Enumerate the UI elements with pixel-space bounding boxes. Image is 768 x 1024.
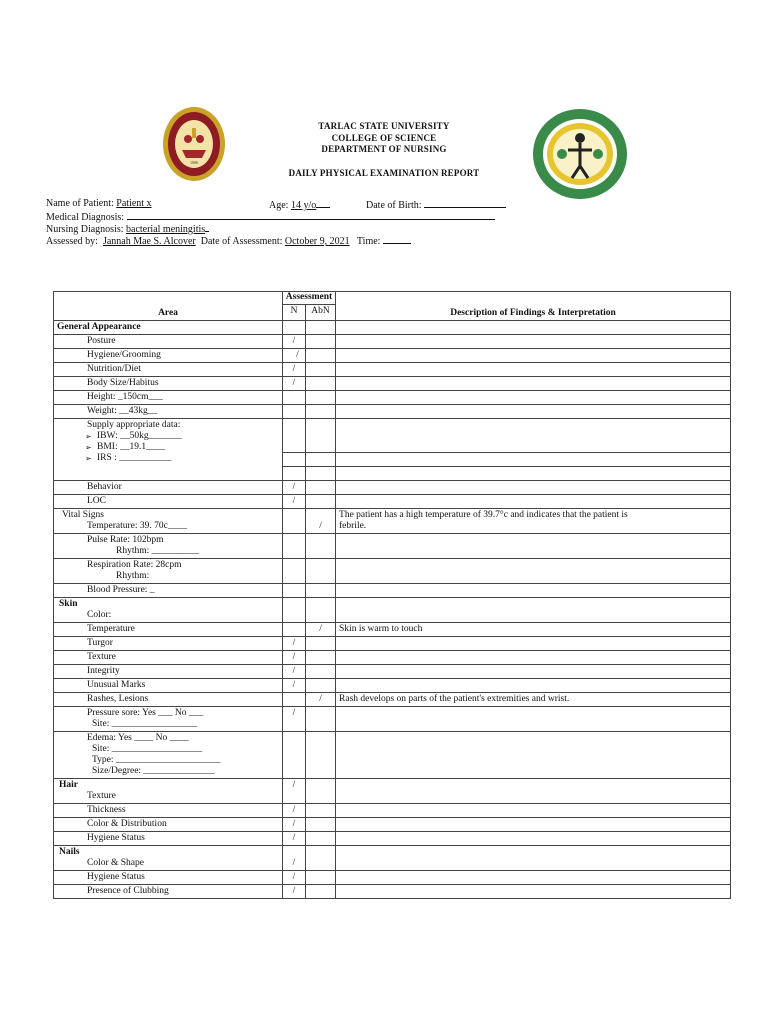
n-mark: / xyxy=(283,335,306,349)
pulse-label: Pulse Rate: 102bpm xyxy=(87,535,164,545)
age-value: 14 y/o xyxy=(290,200,317,211)
table-row xyxy=(54,679,731,693)
vital-signs-cell xyxy=(54,509,283,534)
n-mark: / xyxy=(283,363,306,377)
nursing-dx-value: bacterial meningitis xyxy=(126,224,206,235)
row-label: Rashes, Lesions xyxy=(54,693,283,707)
seal-year: 1906 xyxy=(190,160,198,165)
pressure-sore-cell xyxy=(54,707,283,732)
table-row xyxy=(54,832,731,846)
header-abn: AbN xyxy=(306,305,336,321)
bmi-item: ➢ BMI: __19.1____ xyxy=(87,442,279,453)
abn-mark: / xyxy=(306,693,336,707)
pressure-sore-label: Pressure sore: Yes ___ No ___ xyxy=(87,708,204,718)
n-mark: / xyxy=(283,495,306,509)
section-hair: Hair xyxy=(59,780,78,790)
n-mark: / xyxy=(283,846,306,871)
table-row xyxy=(54,732,731,779)
section-nails: Nails xyxy=(59,847,80,857)
skin-section-cell xyxy=(54,598,283,623)
table-row xyxy=(54,377,731,391)
college-name: COLLEGE OF SCIENCE xyxy=(331,132,437,143)
row-label: Hygiene Status xyxy=(54,871,283,885)
edema-site-label: Site: ___________________ xyxy=(92,744,203,754)
row-label: Presence of Clubbing xyxy=(54,885,283,899)
patient-name-line xyxy=(46,198,152,210)
abn-mark: / xyxy=(306,623,336,637)
row-label: Height: _150cm___ xyxy=(54,391,283,405)
n-mark: / xyxy=(283,871,306,885)
row-label: Integrity xyxy=(54,665,283,679)
table-row xyxy=(54,495,731,509)
edema-label: Edema: Yes ____ No ____ xyxy=(87,733,189,743)
med-dx-label: Medical Diagnosis: xyxy=(46,212,125,223)
n-mark: / xyxy=(283,349,306,363)
time-blank xyxy=(383,234,411,244)
color-label: Color: xyxy=(87,610,112,620)
assessed-value: Jannah Mae S. Alcover xyxy=(102,236,196,247)
n-mark: / xyxy=(283,818,306,832)
report-title: DAILY PHYSICAL EXAMINATION REPORT xyxy=(288,168,480,178)
name-label: Name of Patient: xyxy=(46,198,114,209)
ibw-item: ➢ IBW: __50kg_______ xyxy=(87,431,279,442)
row-label: Turgor xyxy=(54,637,283,651)
table-row xyxy=(54,818,731,832)
nails-section-cell xyxy=(54,846,283,871)
temperature-label: Temperature: 39. 70c____ xyxy=(87,521,187,531)
row-label: Unusual Marks xyxy=(54,679,283,693)
table-row xyxy=(54,559,731,584)
table-row xyxy=(54,584,731,598)
hair-section-cell xyxy=(54,779,283,804)
n-mark: / xyxy=(283,885,306,899)
table-row xyxy=(54,481,731,495)
color-shape-label: Color & Shape xyxy=(87,858,144,868)
date-value: October 9, 2021 xyxy=(284,236,350,247)
table-row xyxy=(54,707,731,732)
table-row xyxy=(54,651,731,665)
n-mark: / xyxy=(283,665,306,679)
table-row xyxy=(54,534,731,559)
header-n: N xyxy=(283,305,306,321)
tsu-seal-logo xyxy=(162,106,226,182)
exam-table xyxy=(53,291,731,899)
name-value: Patient x xyxy=(116,198,152,209)
n-mark: / xyxy=(283,832,306,846)
row-label: Texture xyxy=(54,651,283,665)
n-mark: / xyxy=(283,377,306,391)
irs-item: ➢ IRS : ___________ xyxy=(87,453,279,464)
table-row xyxy=(54,779,731,804)
edema-cell xyxy=(54,732,283,779)
n-mark: / xyxy=(283,707,306,732)
table-row xyxy=(54,637,731,651)
nursing-dx-label: Nursing Diagnosis: xyxy=(46,224,124,235)
table-row xyxy=(54,335,731,349)
table-row xyxy=(54,885,731,899)
table-row xyxy=(54,419,731,453)
table-header-row xyxy=(54,292,731,305)
rhythm-label: Rhythm: xyxy=(116,571,150,581)
row-label: LOC xyxy=(54,495,283,509)
abn-mark: / xyxy=(306,509,336,534)
table-row xyxy=(54,693,731,707)
table-row xyxy=(54,349,731,363)
vital-signs-label: Vital Signs xyxy=(62,510,104,520)
row-label: Color & Distribution xyxy=(54,818,283,832)
respiration-label: Respiration Rate: 28cpm xyxy=(87,560,182,570)
age-label: Age: xyxy=(269,200,289,211)
section-skin: Skin xyxy=(59,599,78,609)
edema-size-label: Size/Degree: _______________ xyxy=(92,766,215,776)
finding-line-1: The patient has a high temperature of 39.7°c and indicates that the patient is xyxy=(339,510,628,520)
finding-line-2: febrile. xyxy=(339,521,367,531)
edema-type-label: Type: ______________________ xyxy=(92,755,221,765)
table-row xyxy=(54,598,731,623)
date-label: Date of Assessment: xyxy=(200,236,283,247)
row-label: Hygiene Status xyxy=(54,832,283,846)
n-mark: / xyxy=(283,804,306,818)
pressure-site-label: Site: __________________ xyxy=(92,719,198,729)
finding-skin-temp: Skin is warm to touch xyxy=(336,623,731,637)
pulse-cell xyxy=(54,534,283,559)
department-name: DEPARTMENT OF NURSING xyxy=(321,144,447,154)
table-row xyxy=(54,871,731,885)
n-mark: / xyxy=(283,779,306,804)
finding-vital-signs xyxy=(336,509,731,534)
med-dx-blank xyxy=(127,210,495,220)
assessment-line xyxy=(46,234,411,248)
table-row xyxy=(54,623,731,637)
row-label: Temperature xyxy=(54,623,283,637)
hair-texture-label: Texture xyxy=(87,791,116,801)
table-row xyxy=(54,846,731,871)
row-label: Body Size/Habitus xyxy=(54,377,283,391)
row-label: Posture xyxy=(54,335,283,349)
row-label: Hygiene/Grooming xyxy=(54,349,283,363)
header-description: Description of Findings & Interpretation xyxy=(336,292,731,321)
row-label: Nutrition/Diet xyxy=(54,363,283,377)
table-row xyxy=(54,363,731,377)
finding-rashes: Rash develops on parts of the patient's extremities and wrist. xyxy=(336,693,731,707)
row-label: Thickness xyxy=(54,804,283,818)
n-mark: / xyxy=(283,481,306,495)
row-label: Blood Pressure: _ xyxy=(54,584,283,598)
table-row xyxy=(54,509,731,534)
header-assessment: Assessment xyxy=(283,292,336,305)
supply-data-cell xyxy=(54,419,283,481)
supply-list xyxy=(87,431,279,464)
row-label: Behavior xyxy=(54,481,283,495)
dob-blank xyxy=(424,198,506,208)
n-mark: / xyxy=(283,651,306,665)
time-label: Time: xyxy=(356,236,381,247)
respiration-cell xyxy=(54,559,283,584)
rhythm-label: Rhythm: __________ xyxy=(116,546,200,556)
n-mark: / xyxy=(283,679,306,693)
college-of-science-logo xyxy=(532,108,628,200)
row-label: Weight: __43kg__ xyxy=(54,405,283,419)
table-row xyxy=(54,321,731,335)
assessed-label: Assessed by: xyxy=(46,236,98,247)
section-general-appearance: General Appearance xyxy=(54,321,283,335)
university-name: TARLAC STATE UNIVERSITY xyxy=(318,121,450,131)
table-row xyxy=(54,405,731,419)
institution-header xyxy=(236,121,532,156)
dob-label: Date of Birth: xyxy=(366,200,422,211)
header-area: Area xyxy=(54,292,283,321)
table-row xyxy=(54,665,731,679)
n-mark: / xyxy=(283,637,306,651)
table-row xyxy=(54,804,731,818)
supply-label: Supply appropriate data: xyxy=(87,420,181,430)
table-row xyxy=(54,391,731,405)
